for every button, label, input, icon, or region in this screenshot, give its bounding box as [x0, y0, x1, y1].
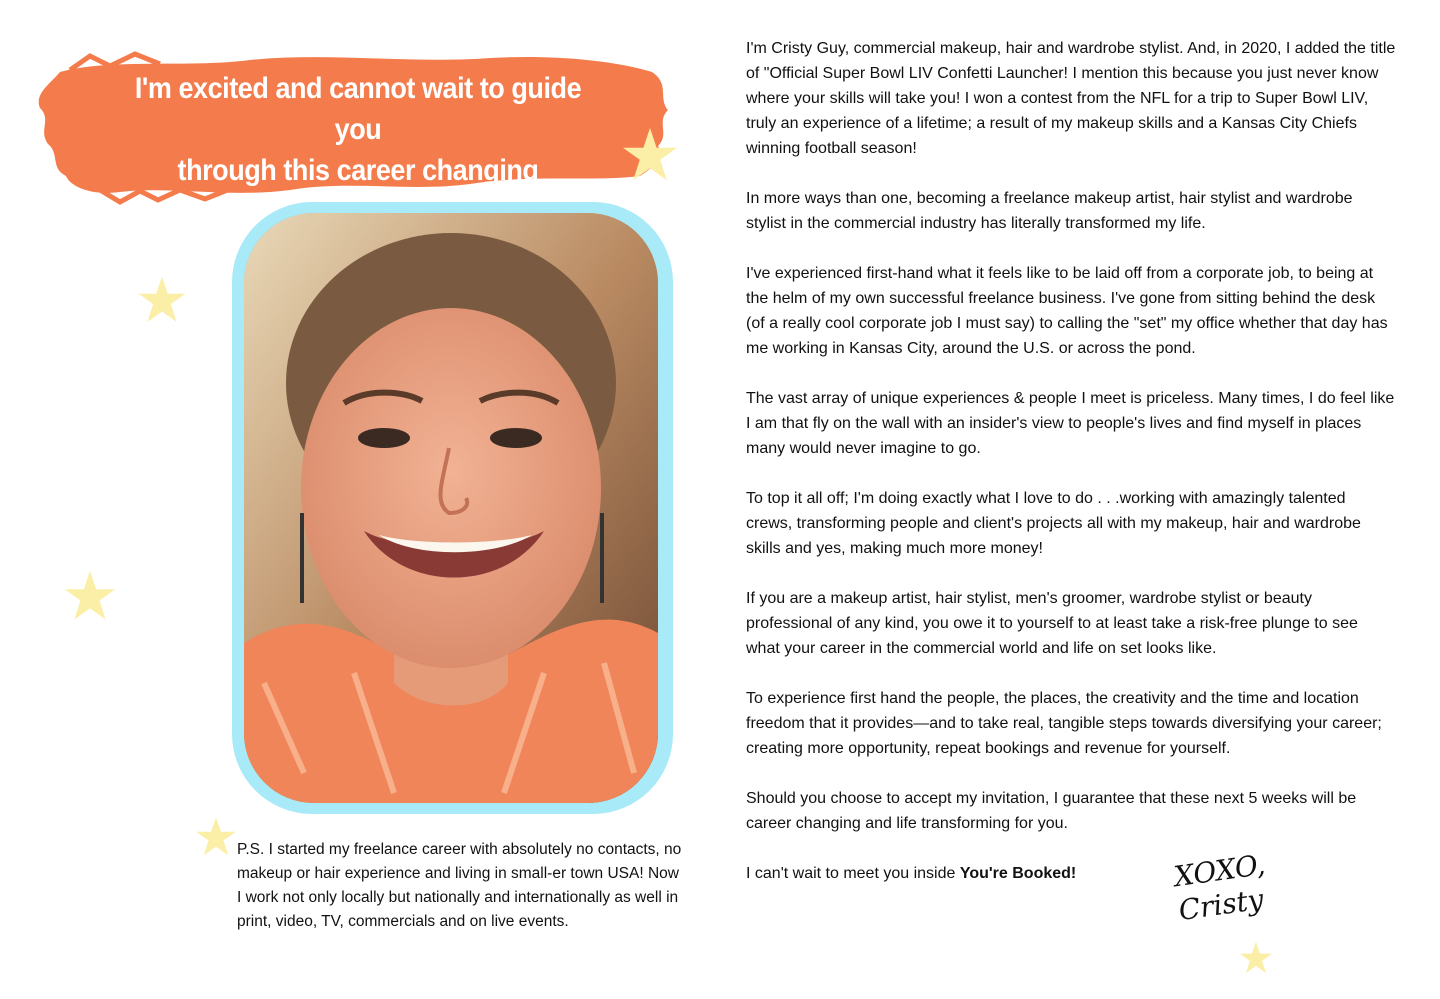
- headline-line-1: I'm excited and cannot wait to guide you: [134, 72, 582, 146]
- letter-paragraph: I'm Cristy Guy, commercial makeup, hair and wardrobe stylist. And, in 2020, I added the title of "Official Super Bowl LIV Confetti Launcher! I mention this because you just never know where your skills will take you! I won a contest from the NFL for a trip to Super Bowl LIV, truly an experience of a lifetime; a result of my makeup skills and a Kansas City Chiefs winning football season!: [746, 40, 1396, 157]
- headline-banner: [30, 50, 680, 205]
- letter-paragraph: In more ways than one, becoming a freelance makeup artist, hair stylist and wardrobe stylist in the commercial industry has literally transformed my life.: [746, 190, 1353, 232]
- letter-paragraph: The vast array of unique experiences & people I meet is priceless. Many times, I do feel like I am that fly on the wall with an insider's view to people's lives and find myself in places many would never imagine to go.: [746, 390, 1395, 457]
- program-name: You're Booked!: [959, 865, 1077, 882]
- letter-paragraph: I've experienced first-hand what it feels like to be laid off from a corporate job, to being at the helm of my own successful freelance business. I've gone from sitting behind the desk (of a really cool corporate job I must say) to calling the "set" my office whether that day has me working in Kansas City, around the U.S. or across the pond.: [746, 265, 1388, 357]
- signature-line-2: Cristy: [1176, 882, 1266, 928]
- ps-note: P.S. I started my freelance career with absolutely no contacts, no makeup or hair experience and living in small-er town USA! Now I work not only locally but nationally and internationally as well in print, video, TV, commercials and on live events.: [237, 841, 682, 930]
- star-icon: [1238, 940, 1274, 976]
- letter-paragraph: Should you choose to accept my invitation, I guarantee that these next 5 weeks will be career changing and life transforming for you.: [746, 790, 1357, 832]
- letter-paragraph: To experience first hand the people, the places, the creativity and the time and location freedom that it provides—and to take real, tangible steps towards diversifying your career; creating more opportunity, repeat bookings and revenue for yourself.: [746, 690, 1382, 757]
- letter-closing: [746, 861, 1396, 886]
- star-icon: [136, 274, 188, 326]
- closing-text: I can't wait to meet you inside: [746, 865, 960, 882]
- star-icon: [62, 568, 118, 624]
- portrait-photo: [244, 213, 658, 803]
- signature-line-1: XOXO,: [1171, 847, 1268, 894]
- star-icon: [620, 125, 680, 185]
- headline-line-2: through this career changing: [177, 154, 539, 187]
- letter-paragraph: To top it all off; I'm doing exactly what I love to do . . .working with amazingly talented crews, transforming people and client's projects all with my makeup, hair and wardrobe skills and yes, making much more money!: [746, 490, 1361, 557]
- letter-body: [746, 36, 1396, 911]
- portrait-illustration: [244, 213, 658, 803]
- letter-paragraph: If you are a makeup artist, hair stylist, men's groomer, wardrobe stylist or beauty professional of any kind, you owe it to yourself to at least take a risk-free plunge to see what your career in the commercial world and life on set looks like.: [746, 590, 1358, 657]
- star-icon: [194, 815, 238, 859]
